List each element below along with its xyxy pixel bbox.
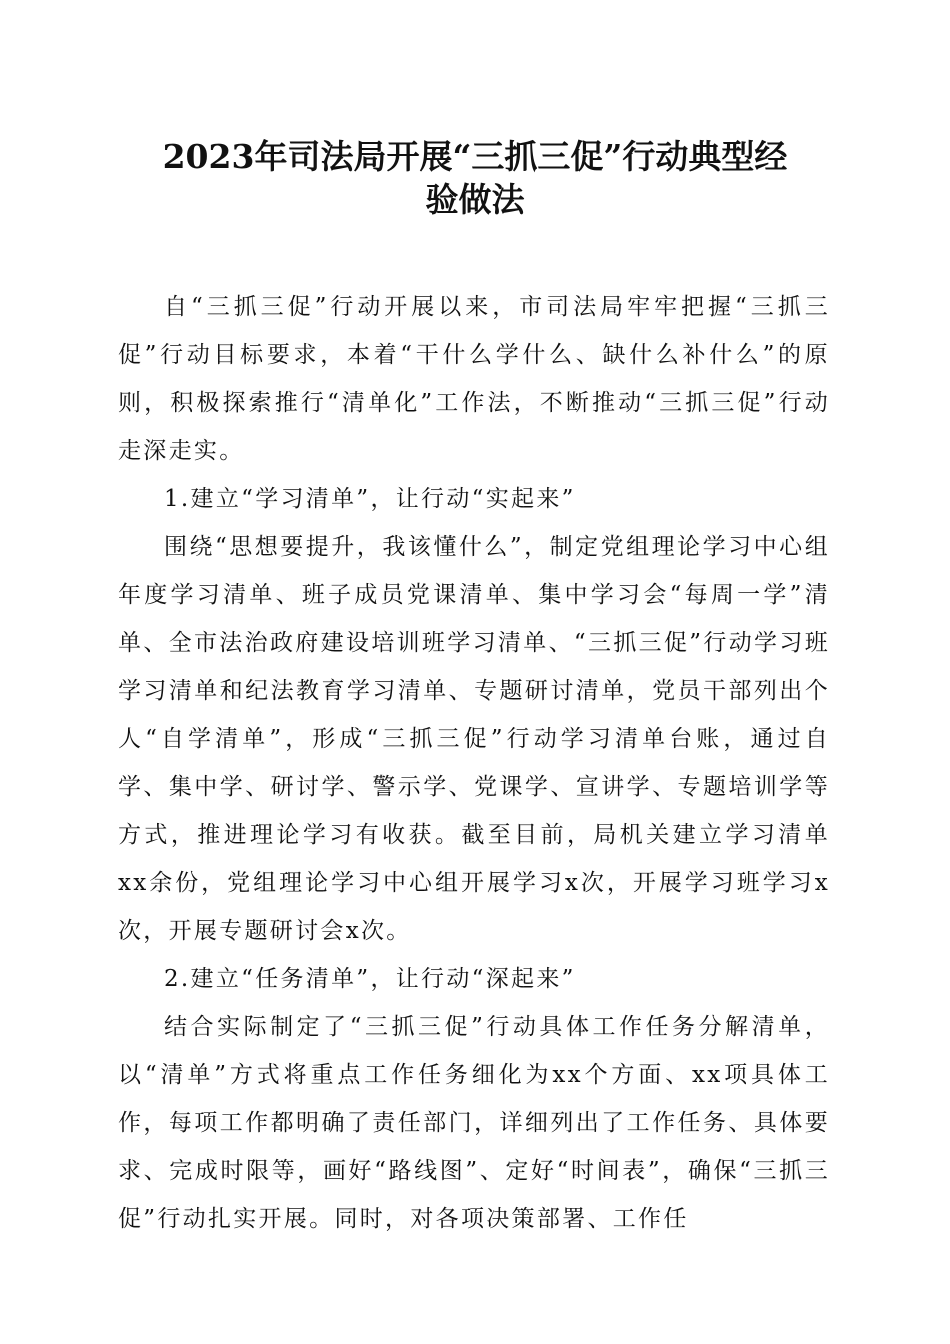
intro-paragraph: 自“三抓三促”行动开展以来，市司法局牢牢把握“三抓三促”行动目标要求，本着“干什么学什么、缺什么补什么”的原则，积极探索推行“清单化”工作法，不断推动“三抓三促”行动走深走实。 <box>118 294 830 464</box>
document-body <box>118 283 830 1243</box>
document-title <box>120 135 830 221</box>
section-1-paragraph: 围绕“思想要提升，我该懂什么”，制定党组理论学习中心组年度学习清单、班子成员党课清单、集中学习会“每周一学”清单、全市法治政府建设培训班学习清单、“三抓三促”行动学习班学习清单和纪法教育学习清单、专题研讨清单，党员干部列出个人“自学清单”，形成“三抓三促”行动学习清单台账，通过自学、集中学、研讨学、警示学、党课学、宣讲学、专题培训学等方式，推进理论学习有收获。截至目前，局机关建立学习清单xx余份，党组理论学习中心组开展学习x次，开展学习班学习x次，开展专题研讨会x次。 <box>118 534 830 944</box>
title-line-1: 2023年司法局开展“三抓三促”行动典型经 <box>162 137 788 176</box>
title-line-2: 验做法 <box>425 180 525 219</box>
section-2-heading: 2.建立“任务清单”，让行动“深起来” <box>164 966 576 992</box>
section-1-heading: 1.建立“学习清单”，让行动“实起来” <box>164 486 576 512</box>
section-2-paragraph: 结合实际制定了“三抓三促”行动具体工作任务分解清单，以“清单”方式将重点工作任务细化为xx个方面、xx项具体工作，每项工作都明确了责任部门，详细列出了工作任务、具体要求、完成时限等，画好“路线图”、定好“时间表”，确保“三抓三促”行动扎实开展。同时，对各项决策部署、工作任 <box>118 1014 830 1232</box>
